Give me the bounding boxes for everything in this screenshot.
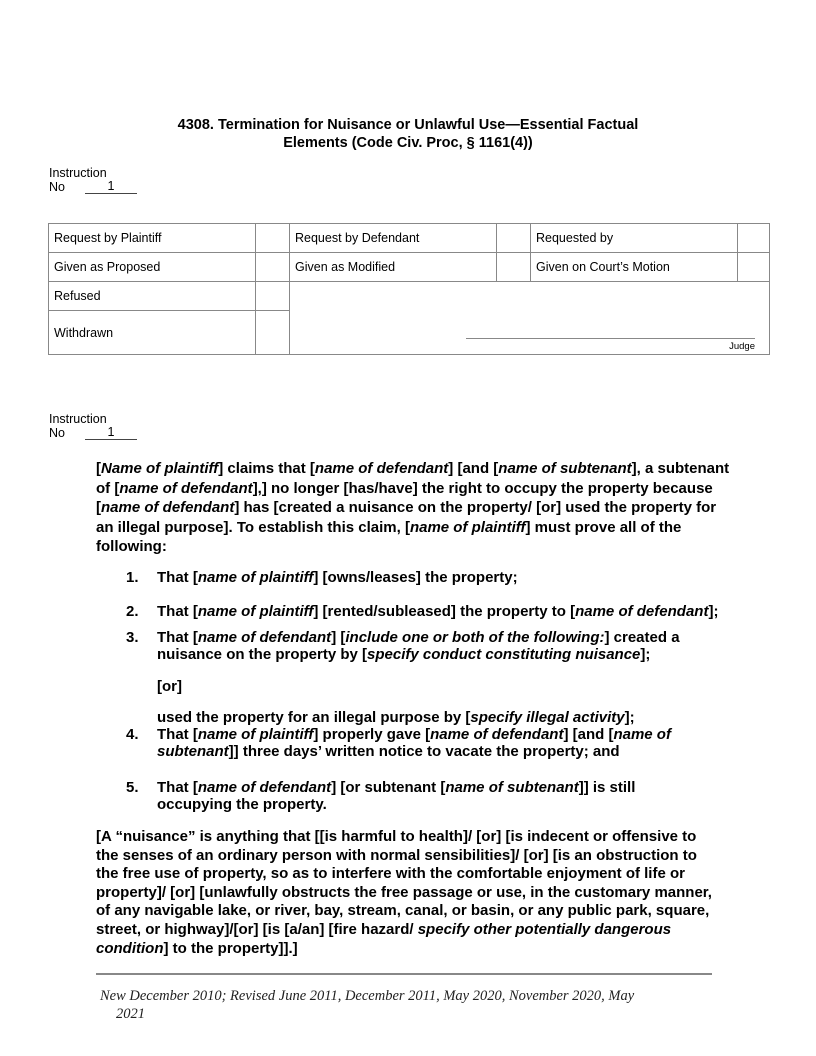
instruction-label: Instruction — [49, 166, 107, 180]
no-label: No — [49, 426, 65, 440]
element-item-2 — [126, 603, 746, 620]
refused-label: Refused — [49, 282, 256, 311]
element-3-alternative: used the property for an illegal purpose by [specify illegal activity]; — [157, 709, 635, 726]
nuisance-definition: [A “nuisance” is anything that [[is harmful to health]/ [or] [is indecent or offensive to the senses of an ordinary person with normal sensibilities]/ [or] [is an obstruction to the free use of property, so as to interfere with the comfortable enjoyment of life or property]/ [or] [unlawfully obstructs the free passage or use, in the customary manner, of any navigable lake, or river, bay, stream, canal, or basin, or any public park, square, street, or highway]/[or] [is [a/an] [fire hazard/ specify other potentially dangerous condition] to the property]].] — [96, 828, 712, 957]
given-on-courts-motion-checkbox[interactable] — [738, 253, 770, 282]
element-text: That [name of plaintiff] [rented/subleased] the property to [name of defendant]; — [157, 603, 719, 620]
request-by-defendant-label: Request by Defendant — [290, 224, 497, 253]
element-text: That [name of plaintiff] properly gave [name of defendant] [and [name of subtenant]] three days’ written notice to vacate the property; and — [157, 726, 671, 760]
request-by-plaintiff-checkbox[interactable] — [256, 224, 290, 253]
table-row — [49, 282, 770, 311]
requested-by-label: Requested by — [531, 224, 738, 253]
element-item-5 — [126, 779, 746, 813]
instruction-number-field[interactable]: 1 — [85, 426, 137, 440]
instruction-title — [0, 116, 816, 152]
instruction-number-block — [49, 412, 137, 440]
element-number: 1. — [126, 569, 139, 586]
element-number: 4. — [126, 726, 139, 743]
judge-signature-line[interactable] — [466, 338, 755, 339]
instruction-label: Instruction — [49, 412, 107, 426]
instruction-number-block — [49, 166, 137, 194]
footer-divider — [96, 973, 712, 975]
request-by-defendant-checkbox[interactable] — [497, 224, 531, 253]
element-number: 2. — [126, 603, 139, 620]
element-text: That [name of defendant] [include one or both of the following:] created a nuisance on the property by [specify conduct constituting nuisance]; — [157, 629, 680, 663]
element-number: 3. — [126, 629, 139, 646]
given-as-proposed-checkbox[interactable] — [256, 253, 290, 282]
table-row — [49, 224, 770, 253]
element-number: 5. — [126, 779, 139, 796]
intro-paragraph: [Name of plaintiff] claims that [name of defendant] [and [name of subtenant], a subtenant of [name of defendant],] no longer [has/have] the right to occupy the property because [name of defendant] has [created a nuisance on the property/ [or] used the property for an illegal purpose]. To establish this claim, [name of plaintiff] must prove all of the following: — [96, 460, 730, 555]
refused-checkbox[interactable] — [256, 282, 290, 311]
revision-history — [100, 987, 720, 1023]
revision-line-1: New December 2010; Revised June 2011, December 2011, May 2020, November 2020, May — [100, 988, 635, 1004]
revision-line-2: 2021 — [116, 1006, 145, 1022]
withdrawn-checkbox[interactable] — [256, 311, 290, 355]
element-item-4 — [126, 726, 746, 760]
judge-signature-area — [290, 282, 770, 355]
title-line-1: 4308. Termination for Nuisance or Unlawful Use—Essential Factual — [177, 117, 639, 133]
withdrawn-label: Withdrawn — [49, 311, 256, 355]
element-text: That [name of plaintiff] [owns/leases] the property; — [157, 569, 518, 586]
instruction-number-field[interactable]: 1 — [85, 180, 137, 194]
judge-label: Judge — [729, 341, 755, 352]
given-as-modified-checkbox[interactable] — [497, 253, 531, 282]
title-line-2: Elements (Code Civ. Proc, § 1161(4)) — [283, 135, 533, 151]
no-label: No — [49, 180, 65, 194]
table-row — [49, 253, 770, 282]
request-by-plaintiff-label: Request by Plaintiff — [49, 224, 256, 253]
requested-by-checkbox[interactable] — [738, 224, 770, 253]
given-on-courts-motion-label: Given on Court’s Motion — [531, 253, 738, 282]
element-item-1 — [126, 569, 746, 586]
element-text: That [name of defendant] [or subtenant [name of subtenant]] is still occupying the property. — [157, 779, 636, 813]
element-item-3 — [126, 629, 746, 663]
given-as-proposed-label: Given as Proposed — [49, 253, 256, 282]
request-disposition-table — [48, 223, 770, 355]
given-as-modified-label: Given as Modified — [290, 253, 497, 282]
element-3-or: [or] — [157, 678, 182, 695]
